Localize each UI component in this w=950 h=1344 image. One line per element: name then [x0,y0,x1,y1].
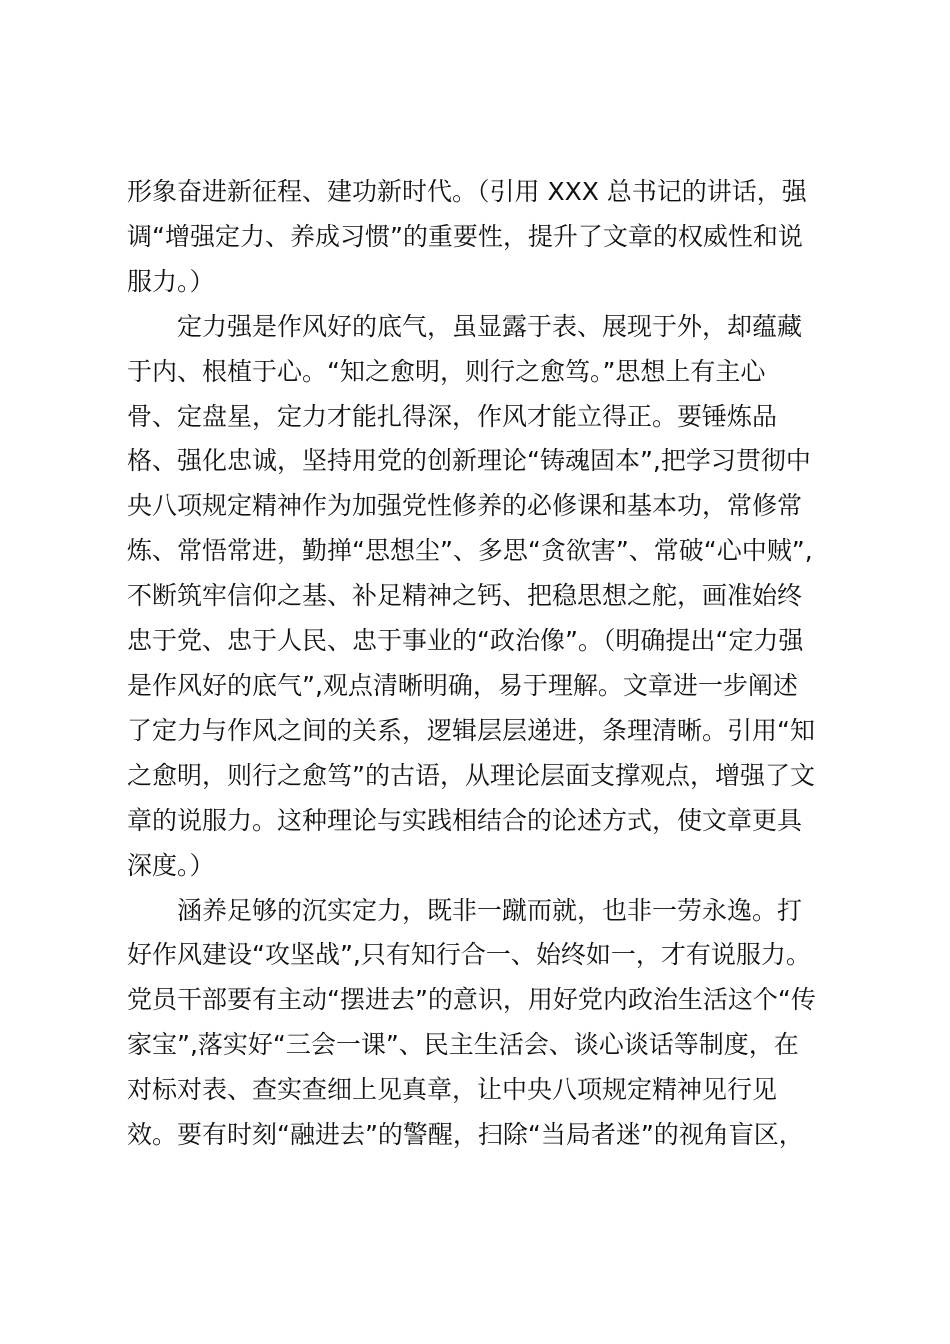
text-line: 对标对表、查实查细上见真章，让中央八项规定精神见行见 [127,1075,778,1105]
body-text [127,170,827,1158]
text-line: 深度。） [127,850,215,880]
text-line: 是作风好的底气”,观点清晰明确，易于理解。文章进一步阐述 [127,670,798,700]
text-line: 于内、根植于心。“知之愈明，则行之愈笃。”思想上有主心 [127,356,766,386]
text-line: 炼、常悟常进，勤掸“思想尘”、多思“贪欲害”、常破“心中贼”, [127,536,813,566]
text-line: 定力强是作风好的底气，虽显露于表、展现于外，却蕴藏 [127,311,803,341]
text-line: 央八项规定精神作为加强党性修养的必修课和基本功，常修常 [127,491,803,521]
text-line: 之愈明，则行之愈笃”的古语，从理论层面支撑观点，增强了文 [127,760,815,790]
text-line: 调“增强定力、养成习惯”的重要性，提升了文章的权威性和说 [127,221,803,251]
text-line: 骨、定盘星，定力才能扎得深，作风才能立得正。要锤炼品 [127,401,778,431]
text-line: 好作风建设“攻坚战”,只有知行合一、始终如一，才有说服力。 [127,940,811,970]
text-line: 服力。） [127,266,215,296]
paragraph-1 [127,170,827,305]
text-line: 不断筑牢信仰之基、补足精神之钙、把稳思想之舵，画准始终 [127,581,803,611]
text-line: 效。要有时刻“融进去”的警醒，扫除“当局者迷”的视角盲区， [127,1120,804,1150]
text-line: 格、强化忠诚，坚持用党的创新理论“铸魂固本”,把学习贯彻中 [127,446,811,476]
text-line: 了定力与作风之间的关系，逻辑层层递进，条理清晰。引用“知 [127,715,815,745]
text-line: 家宝”,落实好“三会一课”、民主生活会、谈心谈话等制度，在 [127,1030,799,1060]
paragraph-3 [127,889,827,1158]
text-line: 形象奋进新征程、建功新时代。（引用 XXX 总书记的讲话，强 [127,177,807,206]
paragraph-2 [127,305,827,889]
text-line: 党员干部要有主动“摆进去”的意识，用好党内政治生活这个“传 [127,985,816,1015]
text-line: 章的说服力。这种理论与实践相结合的论述方式，使文章更具 [127,805,803,835]
text-line: 忠于党、忠于人民、忠于事业的“政治像”。（明确提出“定力强 [127,626,804,656]
text-line: 涵养足够的沉实定力，既非一蹴而就，也非一劳永逸。打 [127,895,803,925]
